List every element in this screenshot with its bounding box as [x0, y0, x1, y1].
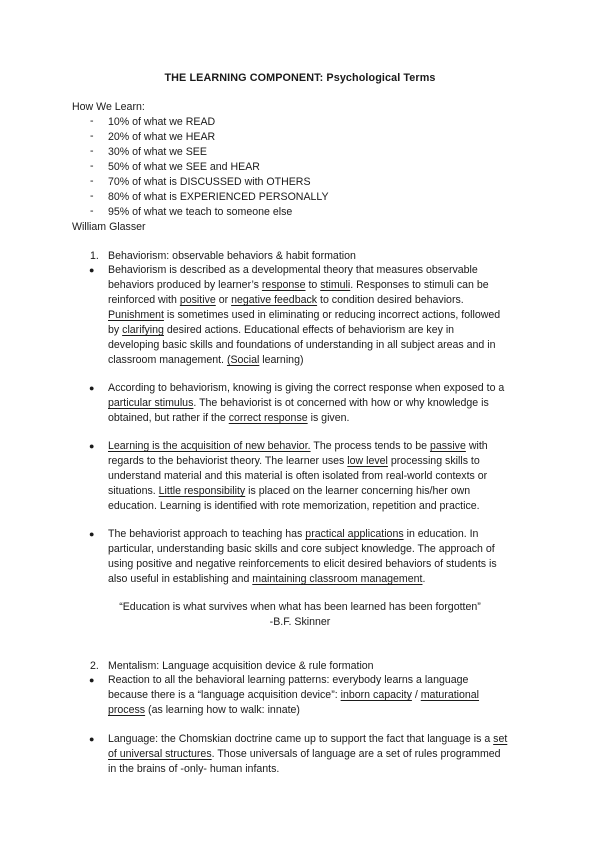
- dash-marker: -: [90, 205, 94, 217]
- attribution: William Glasser: [72, 221, 146, 233]
- bullet-icon: ●: [89, 529, 95, 539]
- text-span: is placed on the learner concerning his/her own: [245, 485, 471, 497]
- list-item: 10% of what we READ: [108, 116, 216, 128]
- list-item: 95% of what we teach to someone else: [108, 206, 293, 218]
- list-item: 20% of what we HEAR: [108, 131, 216, 143]
- text-line: [108, 747, 501, 761]
- text-span: desired actions. Educational effects of behaviorism are key in: [163, 324, 455, 336]
- underlined-term: clarifying: [122, 324, 164, 336]
- dash-marker: -: [90, 145, 94, 157]
- text-span: . Responses to stimuli can be: [350, 279, 489, 291]
- section-heading-mentalism: Mentalism: Language acquisition device & rule formation: [108, 660, 374, 672]
- text-line: developing basic skills and foundations of understanding in all subject areas and in: [108, 339, 496, 351]
- text-span: (as learning how to walk: innate): [145, 704, 300, 716]
- text-span: also useful in establishing and: [108, 573, 253, 585]
- text-span: learning): [259, 354, 304, 366]
- text-span: to condition desired behaviors.: [317, 294, 464, 306]
- text-line: [108, 353, 304, 367]
- section-number: 1.: [90, 250, 99, 262]
- underlined-term: passive: [429, 440, 466, 452]
- text-line: [108, 732, 507, 746]
- quote-author: -B.F. Skinner: [269, 616, 331, 628]
- text-span: is given.: [307, 412, 350, 424]
- text-span: is sometimes used in eliminating or reducing incorrect actions, followed: [163, 309, 501, 321]
- text-line: [108, 688, 479, 702]
- underlined-term: negative feedback: [231, 294, 318, 306]
- underlined-term: set: [493, 733, 508, 745]
- text-line: [108, 396, 489, 410]
- dash-marker: -: [90, 160, 94, 172]
- bullet-icon: ●: [89, 441, 95, 451]
- page-title: THE LEARNING COMPONENT: Psychological Terms: [164, 72, 436, 84]
- text-span: regards to the behaviorist theory. The learner uses: [108, 455, 348, 467]
- text-span: /: [411, 689, 421, 701]
- bullet-icon: ●: [89, 265, 95, 275]
- dash-marker: -: [90, 190, 94, 202]
- text-line: Reaction to all the behavioral learning patterns: everybody learns a language: [108, 674, 469, 686]
- text-span: by: [108, 324, 123, 336]
- text-line: education. Learning is identified with rote memorization, repetition and practice.: [108, 500, 480, 512]
- bullet-icon: ●: [89, 675, 95, 685]
- text-line: using positive and negative reinforcements to elicit desired behaviors of students is: [108, 558, 497, 570]
- underlined-term: (Social: [226, 354, 260, 366]
- dash-marker: -: [90, 175, 94, 187]
- text-line: understand material and this material is often isolated from real-world contexts or: [108, 470, 488, 482]
- text-line: Behaviorism is described as a developmental theory that measures observable: [108, 264, 478, 276]
- underlined-term: practical applications: [305, 528, 404, 540]
- list-item: 50% of what we SEE and HEAR: [108, 161, 260, 173]
- bullet-icon: ●: [89, 383, 95, 393]
- underlined-term: correct response: [228, 412, 308, 424]
- text-span: The behaviorist approach to teaching has: [108, 528, 306, 540]
- list-item: 80% of what is EXPERIENCED PERSONALLY: [108, 191, 329, 203]
- text-span: behaviors produced by learner’s: [108, 279, 262, 291]
- text-line: [108, 454, 480, 468]
- quote: “Education is what survives when what has been learned has been forgotten”: [119, 601, 481, 613]
- text-span: . Those universals of language are a set of rules programmed: [211, 748, 501, 760]
- text-span: .: [422, 573, 426, 585]
- text-line: [108, 484, 470, 498]
- text-line: particular, understanding basic skills and core subject knowledge. The approach of: [108, 543, 495, 555]
- underlined-term: maturational: [420, 689, 480, 701]
- underlined-term: positive: [179, 294, 216, 306]
- dash-marker: -: [90, 130, 94, 142]
- dash-marker: -: [90, 115, 94, 127]
- list-item: 30% of what we SEE: [108, 146, 207, 158]
- underlined-term: low level: [347, 455, 388, 467]
- text-line: According to behaviorism, knowing is giving the correct response when exposed to a: [108, 382, 505, 394]
- text-line: [108, 411, 349, 425]
- text-span: processing skills to: [387, 455, 480, 467]
- text-span: . The behaviorist is ot concerned with how or why knowledge is: [193, 397, 489, 409]
- text-span: classroom management.: [108, 354, 227, 366]
- underlined-term: Punishment: [108, 309, 164, 321]
- text-line: [108, 572, 425, 586]
- text-span: reinforced with: [108, 294, 180, 306]
- underlined-term: stimuli: [320, 279, 351, 291]
- underlined-term: inborn capacity: [340, 689, 412, 701]
- section-number: 2.: [90, 660, 99, 672]
- underlined-term: particular stimulus: [108, 397, 194, 409]
- text-span: in education. In: [403, 528, 479, 540]
- text-span: with: [465, 440, 488, 452]
- underlined-term: maintaining classroom management: [252, 573, 423, 585]
- text-span: because there is a “language acquisition device”:: [108, 689, 341, 701]
- text-line: [108, 278, 489, 292]
- underlined-term: Learning is the acquisition of new behavior.: [108, 440, 311, 452]
- text-line: in the brains of -only- human infants.: [108, 763, 280, 775]
- underlined-term: response: [261, 279, 306, 291]
- text-span: obtained, but rather if the: [108, 412, 229, 424]
- underlined-term: Little responsibility: [158, 485, 246, 497]
- text-line: [108, 527, 478, 541]
- section-heading-behaviorism: Behaviorism: observable behaviors & habit formation: [108, 250, 356, 262]
- list-item: 70% of what is DISCUSSED with OTHERS: [108, 176, 311, 188]
- text-span: or: [215, 294, 232, 306]
- text-line: [108, 703, 300, 717]
- text-line: [108, 439, 488, 453]
- text-line: [108, 308, 500, 322]
- how-we-learn-heading: How We Learn:: [72, 101, 145, 113]
- bullet-icon: ●: [89, 734, 95, 744]
- underlined-term: process: [108, 704, 146, 716]
- text-span: Language: the Chomskian doctrine came up to support the fact that language is a: [108, 733, 494, 745]
- text-line: [108, 293, 464, 307]
- underlined-term: of universal structures: [108, 748, 212, 760]
- text-line: [108, 323, 454, 337]
- text-span: The process tends to be: [310, 440, 430, 452]
- text-span: situations.: [108, 485, 159, 497]
- text-span: to: [305, 279, 321, 291]
